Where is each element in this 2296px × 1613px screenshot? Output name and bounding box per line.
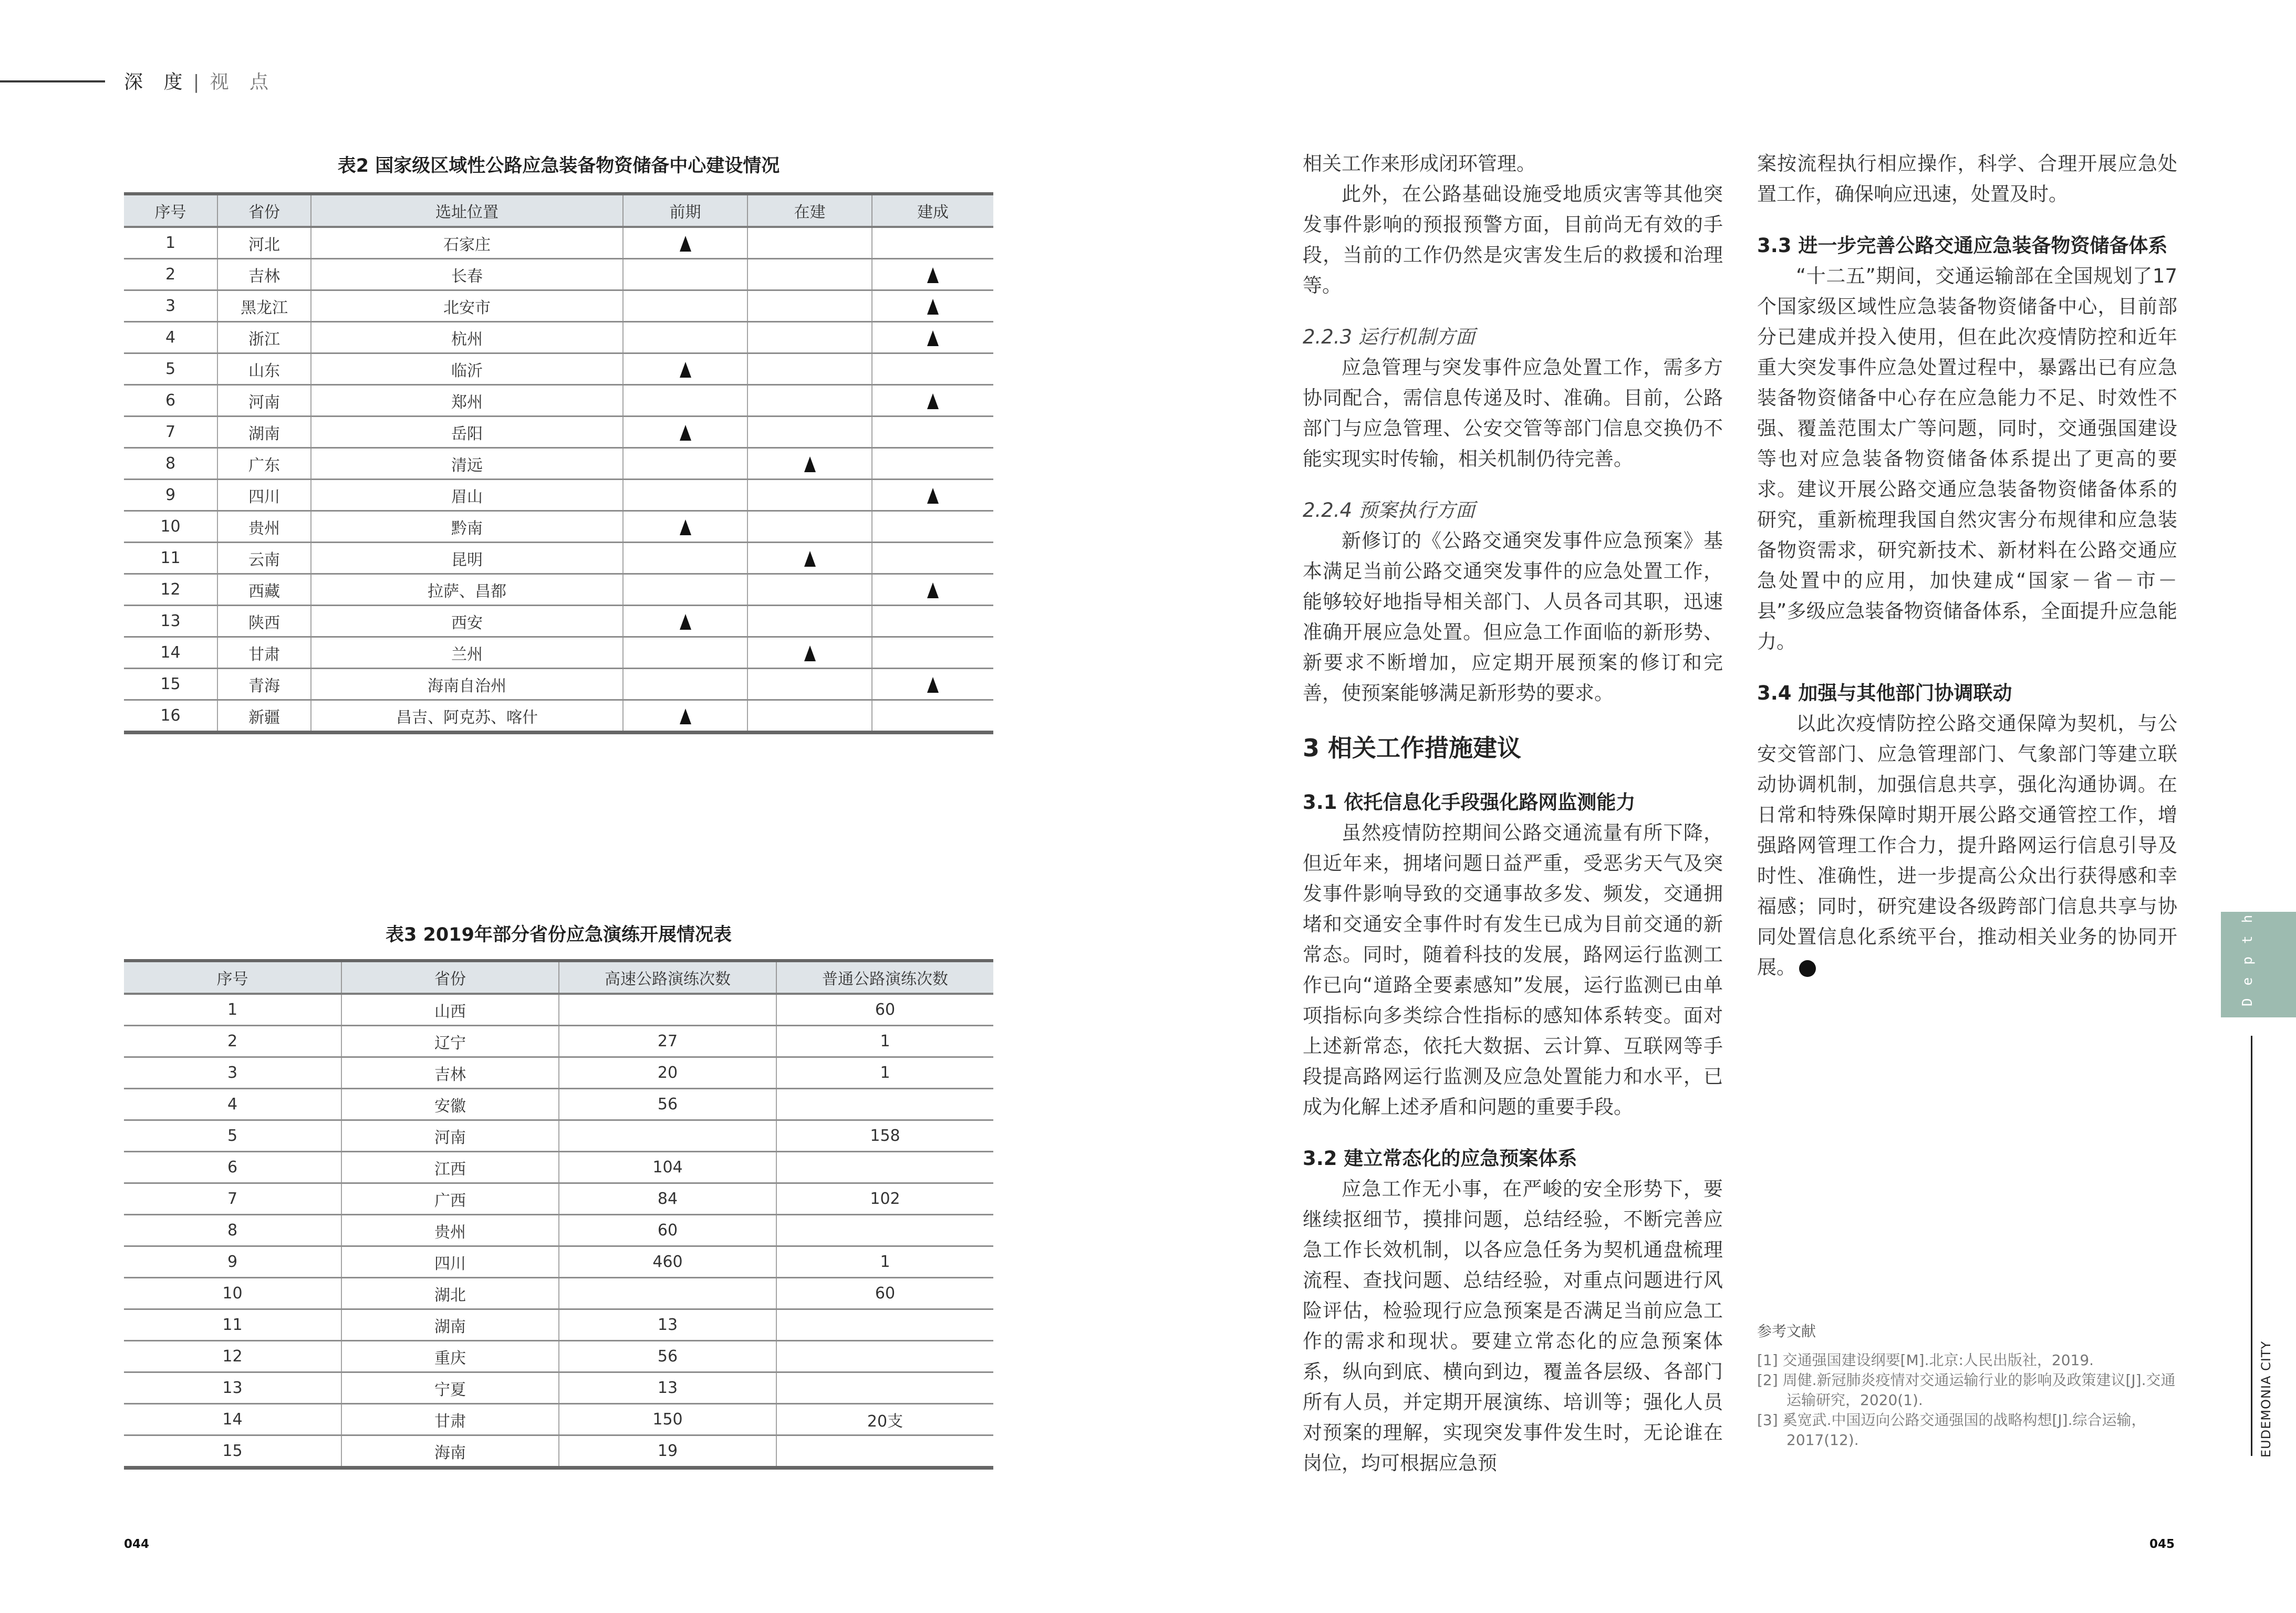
site-cell: 北安市 [311, 290, 623, 322]
status-cell [623, 227, 747, 259]
site-cell: 拉萨、昌都 [311, 574, 623, 606]
table-row [124, 1152, 993, 1183]
status-cell [623, 259, 747, 290]
site-cell: 郑州 [311, 385, 623, 417]
subsection-heading: 3.1 依托信息化手段强化路网监测能力 [1303, 791, 1636, 814]
header-separator: | [193, 71, 207, 93]
status-cell [872, 606, 993, 637]
status-cell [747, 574, 872, 606]
table3-header-row [124, 961, 993, 994]
province-cell: 江西 [341, 1152, 559, 1183]
row-number: 13 [124, 606, 217, 637]
table2 [124, 192, 993, 734]
province-cell: 甘肃 [217, 637, 311, 669]
status-cell [747, 543, 872, 574]
table3-title: 表3 2019年部分省份应急演练开展情况表 [386, 924, 732, 945]
row-number: 6 [124, 385, 217, 417]
row-number: 14 [124, 637, 217, 669]
province-cell: 新疆 [217, 700, 311, 733]
site-cell: 昌吉、阿克苏、喀什 [311, 700, 623, 733]
page-number-right: 045 [2149, 1537, 2175, 1551]
filled-triangle-icon [927, 330, 939, 346]
side-tab-label: Depth [2240, 902, 2256, 1006]
subsection-heading: 3.3 进一步完善公路交通应急装备物资储备体系 [1757, 234, 2168, 257]
site-cell: 石家庄 [311, 227, 623, 259]
row-number: 13 [124, 1372, 341, 1404]
ordinary-road-drills-cell: 158 [776, 1120, 993, 1152]
filled-triangle-icon [927, 267, 939, 283]
filled-triangle-icon [680, 519, 691, 535]
highway-drills-cell: 13 [559, 1372, 776, 1404]
site-cell: 兰州 [311, 637, 623, 669]
references-title: 参考文献 [1757, 1323, 1816, 1340]
header-subsection: 视 点 [210, 71, 276, 93]
filled-triangle-icon [680, 709, 691, 724]
status-cell [747, 353, 872, 385]
status-cell [747, 669, 872, 700]
row-number: 16 [124, 700, 217, 733]
status-cell [623, 574, 747, 606]
province-cell: 河南 [341, 1120, 559, 1152]
province-cell: 宁夏 [341, 1372, 559, 1404]
province-cell: 河南 [217, 385, 311, 417]
province-cell: 海南 [341, 1435, 559, 1468]
status-cell [623, 322, 747, 353]
status-cell [747, 385, 872, 417]
row-number: 12 [124, 574, 217, 606]
row-number: 8 [124, 1215, 341, 1246]
highway-drills-cell: 56 [559, 1341, 776, 1372]
province-cell: 安徽 [341, 1089, 559, 1120]
status-cell [623, 669, 747, 700]
province-cell: 湖北 [341, 1278, 559, 1309]
status-cell [872, 227, 993, 259]
status-cell [872, 543, 993, 574]
province-cell: 广西 [341, 1183, 559, 1215]
table-row [124, 511, 993, 543]
province-cell: 河北 [217, 227, 311, 259]
highway-drills-cell [559, 1278, 776, 1309]
row-number: 9 [124, 1246, 341, 1278]
row-number: 2 [124, 1026, 341, 1057]
table2-column-header: 选址位置 [311, 194, 623, 227]
filled-triangle-icon [927, 393, 939, 409]
site-cell: 清远 [311, 448, 623, 480]
section-heading: 3 相关工作措施建议 [1303, 734, 1522, 762]
filled-triangle-icon [680, 425, 691, 441]
status-cell [623, 480, 747, 511]
table-row [124, 353, 993, 385]
status-cell [623, 606, 747, 637]
highway-drills-cell: 56 [559, 1089, 776, 1120]
article-column-middle [1303, 149, 1723, 1479]
table3-column-header: 高速公路演练次数 [559, 961, 776, 994]
highway-drills-cell: 19 [559, 1435, 776, 1468]
site-cell: 昆明 [311, 543, 623, 574]
status-cell [872, 700, 993, 733]
filled-triangle-icon [927, 299, 939, 315]
site-cell: 眉山 [311, 480, 623, 511]
status-cell [623, 448, 747, 480]
paragraph: 新修订的《公路交通突发事件应急预案》基本满足当前公路交通突发事件的应急处置工作，能够较好地指导相关部门、人员各司其职，迅速准确开展应急处置。但应急工作面临的新形势、新要求不断增加，应定期开展预案的修订和完善，使预案能够满足新形势的要求。 [1303, 529, 1723, 704]
table-row [124, 637, 993, 669]
status-cell [623, 511, 747, 543]
page-number-left: 044 [124, 1537, 150, 1551]
province-cell: 甘肃 [341, 1404, 559, 1435]
province-cell: 湖南 [217, 417, 311, 448]
status-cell [747, 480, 872, 511]
ordinary-road-drills-cell [776, 1341, 993, 1372]
ordinary-road-drills-cell: 1 [776, 1026, 993, 1057]
header-rule [0, 80, 105, 82]
ordinary-road-drills-cell [776, 1372, 993, 1404]
table2-header-row [124, 194, 993, 227]
ordinary-road-drills-cell: 1 [776, 1057, 993, 1089]
table-row [124, 1215, 993, 1246]
row-number: 2 [124, 259, 217, 290]
paragraph: 案按流程执行相应操作，科学、合理开展应急处置工作，确保响应迅速，处置及时。 [1757, 152, 2177, 205]
filled-triangle-icon [927, 677, 939, 693]
highway-drills-cell: 460 [559, 1246, 776, 1278]
table-row [124, 1183, 993, 1215]
row-number: 1 [124, 994, 341, 1026]
subsection-heading: 3.2 建立常态化的应急预案体系 [1303, 1147, 1577, 1170]
row-number: 9 [124, 480, 217, 511]
row-number: 5 [124, 353, 217, 385]
status-cell [872, 511, 993, 543]
status-cell [872, 322, 993, 353]
table3-column-header: 序号 [124, 961, 341, 994]
status-cell [872, 385, 993, 417]
ordinary-road-drills-cell: 20支 [776, 1404, 993, 1435]
table-row [124, 227, 993, 259]
ordinary-road-drills-cell: 60 [776, 1278, 993, 1309]
table2-column-header: 在建 [747, 194, 872, 227]
status-cell [872, 290, 993, 322]
highway-drills-cell: 84 [559, 1183, 776, 1215]
filled-triangle-icon [680, 362, 691, 378]
row-number: 7 [124, 417, 217, 448]
table-row [124, 385, 993, 417]
table-row [124, 1246, 993, 1278]
magazine-brand: EUDEMONIA CITY [2259, 1340, 2273, 1458]
table2-column-header: 前期 [623, 194, 747, 227]
table-row [124, 700, 993, 733]
status-cell [747, 448, 872, 480]
province-cell: 云南 [217, 543, 311, 574]
reference-item: [1] 交通强国建设纲要[M].北京:人民出版社，2019. [1757, 1351, 2094, 1369]
running-header [124, 67, 276, 94]
row-number: 10 [124, 511, 217, 543]
status-cell [747, 606, 872, 637]
site-cell: 长春 [311, 259, 623, 290]
ordinary-road-drills-cell [776, 1435, 993, 1468]
paragraph: 应急工作无小事，在严峻的安全形势下，要继续抠细节，摸排问题，总结经验，不断完善应急工作长效机制，以各应急任务为契机通盘梳理流程、查找问题、总结经验，对重点问题进行风险评估，检验现行应急预案是否满足当前应急工作的需求和现状。要建立常态化的应急预案体系，纵向到底、横向到边，覆盖各层级、各部门所有人员，并定期开展演练、培训等；强化人员对预案的理解，实现突发事件发生时，无论谁在岗位，均可根据应急预 [1303, 1178, 1723, 1474]
status-cell [623, 385, 747, 417]
status-cell [872, 448, 993, 480]
paragraph: “十二五”期间，交通运输部在全国规划了17个国家级区域性应急装备物资储备中心，目前部分已建成并投入使用，但在此次疫情防控和近年重大突发事件应急处置过程中，暴露出已有应急装备物资储备中心存在应急能力不足、时效性不强、覆盖范围太广等问题，同时，交通强国建设等也对应急装备物资储备体系提出了更高的要求。建议开展公路交通应急装备物资储备体系的研究，重新梳理我国自然灾害分布规律和应急装备物资需求，研究新技术、新材料在公路交通应急处置中的应用，加快建成“国家－省－市－县”多级应急装备物资储备体系，全面提升应急能力。 [1757, 265, 2177, 653]
row-number: 4 [124, 322, 217, 353]
site-cell: 西安 [311, 606, 623, 637]
status-cell [623, 417, 747, 448]
province-cell: 广东 [217, 448, 311, 480]
reference-item: [2] 周健.新冠肺炎疫情对交通运输行业的影响及政策建议[J].交通运输研究，2020(1). [1757, 1371, 2176, 1409]
table3 [124, 959, 993, 1470]
article-column-right [1757, 149, 2177, 983]
status-cell [872, 259, 993, 290]
status-cell [872, 417, 993, 448]
ordinary-road-drills-cell [776, 1089, 993, 1120]
highway-drills-cell: 27 [559, 1026, 776, 1057]
header-section: 深 度 [124, 71, 190, 93]
row-number: 11 [124, 543, 217, 574]
site-cell: 杭州 [311, 322, 623, 353]
status-cell [747, 700, 872, 733]
row-number: 10 [124, 1278, 341, 1309]
table-row [124, 1309, 993, 1341]
table-row [124, 1341, 993, 1372]
province-cell: 四川 [217, 480, 311, 511]
section-side-tab [2221, 902, 2296, 1017]
table-row [124, 1435, 993, 1468]
ordinary-road-drills-cell [776, 1309, 993, 1341]
table-row [124, 417, 993, 448]
province-cell: 黑龙江 [217, 290, 311, 322]
paragraph: 应急管理与突发事件应急处置工作，需多方协同配合，需信息传递及时、准确。目前，公路部门与应急管理、公安交管等部门信息交换仍不能实现实时传输，相关机制仍待完善。 [1303, 356, 1723, 470]
status-cell [623, 637, 747, 669]
province-cell: 吉林 [217, 259, 311, 290]
table-row [124, 480, 993, 511]
table-row [124, 259, 993, 290]
ordinary-road-drills-cell: 60 [776, 994, 993, 1026]
row-number: 14 [124, 1404, 341, 1435]
row-number: 7 [124, 1183, 341, 1215]
table-row [124, 1089, 993, 1120]
table-row [124, 669, 993, 700]
status-cell [872, 353, 993, 385]
highway-drills-cell [559, 1120, 776, 1152]
table-row [124, 574, 993, 606]
filled-triangle-icon [680, 614, 691, 630]
row-number: 15 [124, 1435, 341, 1468]
status-cell [623, 700, 747, 733]
highway-drills-cell: 150 [559, 1404, 776, 1435]
subsection-heading: 2.2.4 预案执行方面 [1303, 499, 1475, 522]
paragraph [1757, 709, 2177, 983]
table-row [124, 1120, 993, 1152]
subsection-heading: 3.4 加强与其他部门协调联动 [1757, 682, 2012, 704]
table-row [124, 290, 993, 322]
ordinary-road-drills-cell: 102 [776, 1183, 993, 1215]
row-number: 12 [124, 1341, 341, 1372]
table-row [124, 1404, 993, 1435]
status-cell [747, 290, 872, 322]
status-cell [747, 227, 872, 259]
highway-drills-cell: 20 [559, 1057, 776, 1089]
row-number: 3 [124, 290, 217, 322]
row-number: 5 [124, 1120, 341, 1152]
filled-triangle-icon [927, 582, 939, 598]
status-cell [747, 417, 872, 448]
row-number: 3 [124, 1057, 341, 1089]
row-number: 8 [124, 448, 217, 480]
table-row [124, 994, 993, 1026]
province-cell: 青海 [217, 669, 311, 700]
highway-drills-cell: 13 [559, 1309, 776, 1341]
highway-drills-cell [559, 994, 776, 1026]
highway-drills-cell: 60 [559, 1215, 776, 1246]
status-cell [623, 290, 747, 322]
table2-title: 表2 国家级区域性公路应急装备物资储备中心建设情况 [337, 155, 780, 176]
province-cell: 陕西 [217, 606, 311, 637]
table-row [124, 448, 993, 480]
status-cell [747, 259, 872, 290]
row-number: 15 [124, 669, 217, 700]
table2-column-header: 序号 [124, 194, 217, 227]
status-cell [872, 480, 993, 511]
ordinary-road-drills-cell [776, 1152, 993, 1183]
table-row [124, 1026, 993, 1057]
province-cell: 四川 [341, 1246, 559, 1278]
site-cell: 临沂 [311, 353, 623, 385]
table2-column-header: 省份 [217, 194, 311, 227]
status-cell [872, 637, 993, 669]
status-cell [872, 574, 993, 606]
subsection-heading: 2.2.3 运行机制方面 [1303, 326, 1475, 348]
references [1757, 1320, 2177, 1450]
row-number: 6 [124, 1152, 341, 1183]
ordinary-road-drills-cell [776, 1215, 993, 1246]
reference-item: [3] 奚宽武.中国迈向公路交通强国的战略构想[J].综合运输，2017(12). [1757, 1411, 2146, 1449]
province-cell: 西藏 [217, 574, 311, 606]
site-cell: 黔南 [311, 511, 623, 543]
province-cell: 辽宁 [341, 1026, 559, 1057]
table3-column-header: 普通公路演练次数 [776, 961, 993, 994]
paragraph-text: 以此次疫情防控公路交通保障为契机，与公安交管部门、应急管理部门、气象部门等建立联动协调机制，加强信息共享，强化沟通协调。在日常和特殊保障时期开展公路交通管控工作，增强路网管理工作合力，提升路网运行信息引导及时性、准确性，进一步提高公众出行获得感和幸福感；同时，研究建设各级跨部门信息共享与协同处置信息化系统平台，推动相关业务的协同开展。 [1757, 712, 2177, 979]
paragraph: 虽然疫情防控期间公路交通流量有所下降，但近年来，拥堵问题日益严重，受恶劣天气及突发事件影响导致的交通事故多发、频发，交通拥堵和交通安全事件时有发生已成为目前交通的新常态。同时，随着科技的发展，路网运行监测工作已向“道路全要素感知”发展，运行监测已由单项指标向多类综合性指标的感知体系转变。面对上述新常态，依托大数据、云计算、互联网等手段提高路网运行监测及应急处置能力和水平，已成为化解上述矛盾和问题的重要手段。 [1303, 821, 1723, 1118]
province-cell: 贵州 [341, 1215, 559, 1246]
row-number: 4 [124, 1089, 341, 1120]
table-row [124, 1278, 993, 1309]
province-cell: 山东 [217, 353, 311, 385]
side-rule [2251, 1036, 2252, 1456]
row-number: 1 [124, 227, 217, 259]
filled-triangle-icon [804, 646, 816, 661]
filled-triangle-icon [804, 551, 816, 567]
end-mark-icon: E [1799, 960, 1816, 977]
province-cell: 湖南 [341, 1309, 559, 1341]
status-cell [872, 669, 993, 700]
province-cell: 浙江 [217, 322, 311, 353]
highway-drills-cell: 104 [559, 1152, 776, 1183]
row-number: 11 [124, 1309, 341, 1341]
site-cell: 岳阳 [311, 417, 623, 448]
table3-column-header: 省份 [341, 961, 559, 994]
table-row [124, 1372, 993, 1404]
province-cell: 贵州 [217, 511, 311, 543]
table-row [124, 543, 993, 574]
table2-column-header: 建成 [872, 194, 993, 227]
table-row [124, 322, 993, 353]
filled-triangle-icon [927, 488, 939, 504]
status-cell [623, 543, 747, 574]
paragraph: 相关工作来形成闭环管理。 [1303, 152, 1536, 175]
province-cell: 山西 [341, 994, 559, 1026]
filled-triangle-icon [804, 456, 816, 472]
province-cell: 重庆 [341, 1341, 559, 1372]
table-row [124, 1057, 993, 1089]
ordinary-road-drills-cell: 1 [776, 1246, 993, 1278]
status-cell [747, 637, 872, 669]
status-cell [623, 353, 747, 385]
province-cell: 吉林 [341, 1057, 559, 1089]
site-cell: 海南自治州 [311, 669, 623, 700]
status-cell [747, 511, 872, 543]
filled-triangle-icon [680, 236, 691, 252]
table-row [124, 606, 993, 637]
paragraph: 此外，在公路基础设施受地质灾害等其他突发事件影响的预报预警方面，目前尚无有效的手段，当前的工作仍然是灾害发生后的救援和治理等。 [1303, 183, 1723, 297]
status-cell [747, 322, 872, 353]
